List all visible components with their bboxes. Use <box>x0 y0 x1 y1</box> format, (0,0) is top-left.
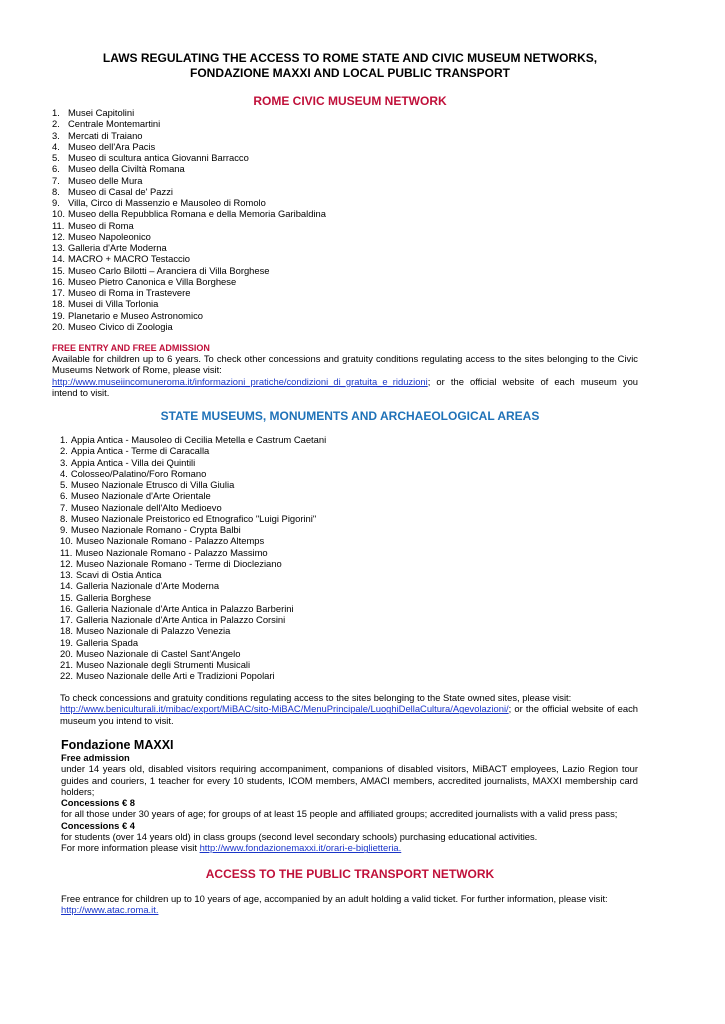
maxxi-c8-label: Concessions € 8 <box>61 797 135 809</box>
state-tail: ; or the official website of each museum you intend to visit. <box>60 703 638 726</box>
list-item-number: 1. <box>52 107 60 118</box>
list-item <box>60 569 326 580</box>
list-item <box>52 276 326 287</box>
list-item-number: 16. <box>52 275 66 287</box>
list-item-number: 22. <box>60 670 74 682</box>
list-item-number: 10. <box>60 535 74 547</box>
list-item-label: Museo delle Mura <box>68 174 143 186</box>
list-item <box>60 468 326 479</box>
list-item-label: Museo Nazionale Romano - Crypta Balbi <box>70 524 241 535</box>
transport-paragraph <box>61 893 638 916</box>
maxxi-c4-text: for students (over 14 years old) in class groups (second level secondary schools) purchasing educational activities. <box>61 831 538 843</box>
list-item <box>60 592 326 603</box>
list-item-number: 16. <box>60 602 74 614</box>
list-item-label: Museo Nazionale degli Strumenti Musicali <box>76 659 251 670</box>
list-item-label: Galleria Borghese <box>76 591 152 603</box>
list-item-label: Museo di Roma <box>68 219 134 231</box>
maxxi-section <box>61 752 638 854</box>
maxxi-link[interactable]: http://www.fondazionemaxxi.it/orari-e-biglietteria. <box>199 842 402 854</box>
state-heading: STATE MUSEUMS, MONUMENTS AND ARCHAEOLOGICAL AREAS <box>160 409 540 423</box>
list-item-number: 18. <box>52 298 66 310</box>
list-item-number: 11. <box>52 219 65 231</box>
list-item <box>60 580 326 591</box>
list-item-label: Galleria Nazionale d'Arte Antica in Palazzo Corsini <box>76 614 286 625</box>
list-item-number: 6. <box>60 490 68 502</box>
list-item-number: 3. <box>60 456 68 468</box>
list-item-label: Museo Nazionale di Castel Sant'Angelo <box>76 647 241 659</box>
list-item <box>52 197 326 208</box>
list-item <box>60 603 326 614</box>
list-item-label: Museo Nazionale Romano - Palazzo Massimo <box>75 546 268 558</box>
page-title <box>50 51 650 81</box>
civic-museum-list <box>52 107 326 332</box>
state-museum-list <box>60 434 326 682</box>
list-item-number: 9. <box>52 197 60 208</box>
list-item <box>60 558 326 569</box>
state-link[interactable]: http://www.beniculturali.it/mibac/export/MiBAC/sito-MiBAC/MenuPrincipale/LuoghiDellaCultura/Agevolazioni/ <box>60 703 509 715</box>
list-item-number: 2. <box>52 118 60 130</box>
list-item <box>60 625 326 636</box>
list-item-number: 8. <box>60 512 68 524</box>
list-item <box>60 614 326 625</box>
list-item-number: 3. <box>52 129 60 141</box>
list-item-label: Galleria d'Arte Moderna <box>68 242 167 253</box>
list-item-label: Appia Antica - Villa dei Quintili <box>70 456 196 468</box>
maxxi-c4-label: Concessions € 4 <box>61 819 135 831</box>
list-item-label: Villa, Circo di Massenzio e Mausoleo di Romolo <box>68 197 266 208</box>
transport-heading: ACCESS TO THE PUBLIC TRANSPORT NETWORK <box>205 867 495 881</box>
list-item-label: MACRO + MACRO Testaccio <box>68 253 190 265</box>
list-item-number: 10. <box>52 208 66 220</box>
list-item <box>60 434 326 445</box>
list-item-number: 4. <box>52 140 60 152</box>
list-item-number: 14. <box>52 253 66 265</box>
list-item <box>52 287 326 298</box>
list-item <box>60 490 326 501</box>
civic-heading: ROME CIVIC MUSEUM NETWORK <box>253 94 447 108</box>
list-item <box>52 310 326 321</box>
maxxi-free-text: under 14 years old, disabled visitors requiring accompaniment, companions of disabled visitors, MiBACT employees, Lazio Region tour guides and couriers, 1 teacher for every 10 students, ICOM members, AMACI members, accredited journalists, MAXXI membership card holders; <box>61 763 638 797</box>
maxxi-c8-text: for all those under 30 years of age; for groups of at least 15 people and affiliated groups; accredited journalists with a valid press pass; <box>61 808 618 820</box>
state-paragraph <box>60 692 638 726</box>
list-item <box>52 242 326 253</box>
list-item-number: 9. <box>60 524 68 535</box>
list-item-label: Museo Nazionale d'Arte Orientale <box>70 490 211 502</box>
list-item-label: Museo Nazionale di Palazzo Venezia <box>76 625 231 637</box>
list-item <box>60 513 326 524</box>
list-item-label: Museo Nazionale Romano - Terme di Diocleziano <box>76 557 282 569</box>
list-item-label: Galleria Spada <box>76 636 139 648</box>
state-text: To check concessions and gratuity conditions regulating access to the sites belonging to the State owned sites, please visit: <box>60 692 572 703</box>
list-item-number: 7. <box>52 174 60 186</box>
list-item-label: Museo Nazionale dell'Alto Medioevo <box>70 501 222 513</box>
list-item-number: 15. <box>60 591 74 603</box>
list-item <box>52 175 326 186</box>
list-item <box>52 208 326 219</box>
transport-text: Free entrance for children up to 10 years of age, accompanied by an adult holding a valid ticket. For further information, please visit: <box>61 893 608 904</box>
list-item-label: Museo Nazionale Preistorico ed Etnografico "Luigi Pigorini" <box>70 512 317 524</box>
list-item <box>52 220 326 231</box>
list-item-number: 4. <box>60 467 68 479</box>
list-item-label: Planetario e Museo Astronomico <box>68 309 203 321</box>
list-item-number: 13. <box>60 569 74 580</box>
list-item-label: Museo Carlo Bilotti – Aranciera di Villa Borghese <box>68 264 270 276</box>
list-item <box>52 130 326 141</box>
list-item-label: Museo Nazionale Etrusco di Villa Giulia <box>70 479 235 490</box>
list-item <box>52 231 326 242</box>
list-item <box>52 118 326 129</box>
maxxi-heading: Fondazione MAXXI <box>61 738 174 752</box>
civic-free-heading: FREE ENTRY AND FREE ADMISSION <box>52 343 210 353</box>
list-item <box>52 253 326 264</box>
list-item <box>60 479 326 490</box>
maxxi-free-label: Free admission <box>61 752 130 763</box>
list-item-number: 20. <box>60 647 74 659</box>
transport-link[interactable]: http://www.atac.roma.it. <box>61 904 159 916</box>
list-item-label: Musei Capitolini <box>68 107 135 118</box>
list-item-label: Centrale Montemartini <box>68 118 161 130</box>
list-item <box>60 524 326 535</box>
list-item-label: Museo della Civiltà Romana <box>68 163 185 175</box>
list-item-number: 21. <box>60 659 74 670</box>
list-item-number: 6. <box>52 163 60 175</box>
list-item-number: 19. <box>60 636 74 648</box>
list-item-number: 12. <box>52 230 66 242</box>
list-item-label: Scavi di Ostia Antica <box>76 569 162 580</box>
list-item-label: Mercati di Traiano <box>68 129 143 141</box>
list-item-label: Museo Pietro Canonica e Villa Borghese <box>68 275 237 287</box>
list-item-label: Museo Nazionale Romano - Palazzo Altemps <box>76 535 265 547</box>
list-item <box>60 648 326 659</box>
list-item-number: 17. <box>52 287 66 298</box>
list-item <box>60 659 326 670</box>
list-item-label: Colosseo/Palatino/Foro Romano <box>70 467 207 479</box>
list-item-label: Galleria Nazionale d'Arte Moderna <box>76 580 220 592</box>
list-item <box>60 637 326 648</box>
list-item <box>60 445 326 456</box>
list-item-label: Museo di scultura antica Giovanni Barracco <box>68 152 249 163</box>
list-item <box>52 141 326 152</box>
list-item-number: 8. <box>52 185 60 197</box>
list-item-label: Appia Antica - Terme di Caracalla <box>70 445 210 457</box>
civic-free-tail: ; or the official website of each museum you intend to visit. <box>52 375 638 398</box>
list-item-label: Museo Napoleonico <box>68 230 151 242</box>
list-item-label: Museo Nazionale delle Arti e Tradizioni Popolari <box>76 670 275 682</box>
list-item <box>60 535 326 546</box>
list-item-number: 19. <box>52 309 66 321</box>
list-item <box>60 670 326 681</box>
list-item-number: 5. <box>60 479 68 490</box>
list-item <box>52 152 326 163</box>
list-item-number: 11. <box>60 546 73 558</box>
maxxi-more-info <box>61 842 638 853</box>
page-title-line1: LAWS REGULATING THE ACCESS TO ROME STATE AND CIVIC MUSEUM NETWORKS, <box>102 51 598 65</box>
list-item-label: Museo della Repubblica Romana e della Memoria Garibaldina <box>68 208 326 220</box>
civic-free-link[interactable]: http://www.museiincomuneroma.it/informazioni_pratiche/condizioni_di_gratuita_e_riduzioni <box>52 375 428 387</box>
list-item-number: 13. <box>52 242 66 253</box>
list-item-number: 17. <box>60 614 74 625</box>
civic-free-paragraph <box>52 353 638 398</box>
list-item <box>52 321 326 332</box>
page-title-line2: FONDAZIONE MAXXI AND LOCAL PUBLIC TRANSPORT <box>190 66 510 80</box>
list-item-number: 14. <box>60 580 74 592</box>
list-item <box>52 107 326 118</box>
list-item <box>52 186 326 197</box>
list-item-label: Musei di Villa Torlonia <box>68 298 159 310</box>
civic-free-text: Available for children up to 6 years. To check other concessions and gratuity conditions regulating access to the sites belonging to the Civic Museums Network of Rome, please visit: <box>52 353 638 376</box>
list-item-number: 1. <box>60 434 68 445</box>
list-item <box>52 298 326 309</box>
list-item-label: Museo di Casal de' Pazzi <box>68 185 173 197</box>
list-item-label: Museo dell'Ara Pacis <box>68 140 156 152</box>
list-item <box>60 547 326 558</box>
list-item-label: Museo Civico di Zoologia <box>68 320 173 332</box>
list-item-number: 15. <box>52 264 66 276</box>
list-item <box>60 457 326 468</box>
list-item-number: 12. <box>60 557 74 569</box>
list-item-number: 20. <box>52 320 66 332</box>
list-item <box>60 502 326 513</box>
list-item-label: Galleria Nazionale d'Arte Antica in Palazzo Barberini <box>76 602 294 614</box>
list-item-label: Appia Antica - Mausoleo di Cecilia Metella e Castrum Caetani <box>70 434 327 445</box>
list-item-label: Museo di Roma in Trastevere <box>68 287 191 298</box>
list-item <box>52 163 326 174</box>
list-item-number: 5. <box>52 152 60 163</box>
list-item <box>52 265 326 276</box>
list-item-number: 2. <box>60 445 68 457</box>
maxxi-more-text: For more information please visit <box>61 842 200 854</box>
list-item-number: 18. <box>60 625 74 637</box>
list-item-number: 7. <box>60 501 68 513</box>
